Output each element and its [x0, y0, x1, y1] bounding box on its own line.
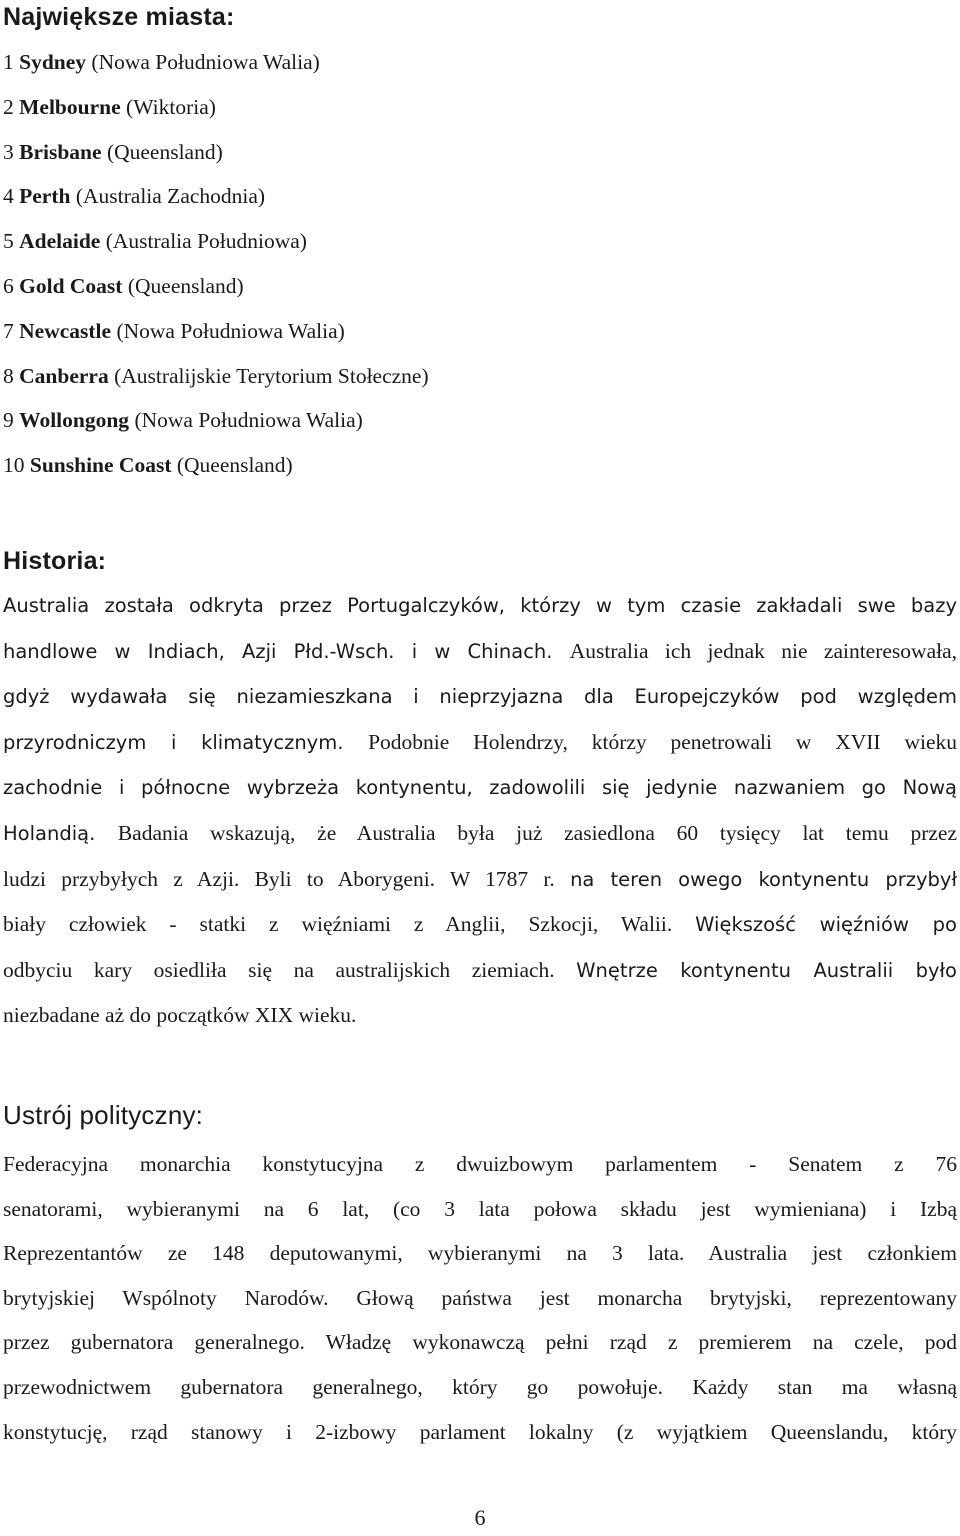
city-list-item: [3, 174, 429, 219]
city-list-item: [3, 398, 429, 443]
city-name: Adelaide: [19, 229, 101, 254]
history-text-segment: Holandią.: [3, 821, 118, 845]
city-rank: 10: [3, 453, 25, 478]
city-region: (Australia Południowa): [105, 229, 307, 254]
city-name: Gold Coast: [19, 273, 123, 298]
city-rank: 8: [3, 363, 14, 388]
history-line: [3, 720, 957, 766]
city-region: (Queensland): [127, 273, 244, 298]
history-text-segment: Większość więźniów po: [695, 913, 957, 937]
city-name: Wollongong: [19, 408, 130, 433]
heading-largest-cities: Największe miasta:: [3, 3, 235, 31]
history-text-segment: Australia ich jednak nie zainteresowała,: [569, 638, 957, 663]
city-name: Canberra: [19, 363, 109, 388]
history-text-segment: Australia została odkryta przez Portugalczyków, którzy w tym czasie zakładali swe bazy: [3, 594, 957, 617]
history-line: [3, 811, 957, 857]
history-text-segment: odbyciu kary osiedliła się na australijskich ziemiach.: [3, 957, 577, 982]
city-name: Sunshine Coast: [29, 453, 172, 478]
city-list-item: [3, 264, 429, 309]
city-list: [3, 40, 429, 488]
city-name: Sydney: [19, 50, 87, 74]
city-list-item: [3, 309, 429, 354]
city-rank: 5: [3, 229, 14, 254]
city-rank: 6: [3, 273, 14, 298]
city-list-item: [3, 85, 429, 130]
city-name: Melbourne: [19, 94, 121, 119]
city-region: (Australijskie Terytorium Stołeczne): [114, 363, 429, 388]
history-text-segment: zachodnie i północne wybrzeża kontynentu, zadowolili się jedynie nazwaniem go Nową: [3, 776, 957, 800]
city-rank: 9: [3, 408, 14, 433]
city-region: (Queensland): [176, 453, 293, 478]
city-region: (Nowa Południowa Walia): [134, 408, 363, 433]
city-region: (Nowa Południowa Walia): [116, 318, 345, 343]
history-line: [3, 674, 957, 720]
city-list-item: [3, 443, 429, 488]
history-text-segment: ludzi przybyłych z Azji. Byli to Aborygeni. W 1787 r.: [3, 866, 571, 891]
history-line: [3, 857, 957, 903]
city-name: Brisbane: [19, 139, 102, 164]
history-line: [3, 902, 957, 948]
city-rank: 4: [3, 184, 14, 209]
politics-line: brytyjskiej Wspólnoty Narodów. Głową państwa jest monarcha brytyjski, reprezentowany: [3, 1285, 957, 1310]
city-name: Perth: [19, 184, 71, 209]
politics-line: konstytucję, rząd stanowy i 2-izbowy parlament lokalny (z wyjątkiem Queenslandu, który: [3, 1419, 957, 1444]
history-text-segment: przyrodniczym i klimatycznym.: [3, 730, 369, 754]
city-region: (Nowa Południowa Walia): [91, 50, 320, 74]
page-number: 6: [474, 1505, 486, 1530]
city-list-item: [3, 130, 429, 175]
politics-line: Federacyjna monarchia konstytucyjna z dwuizbowym parlamentem - Senatem z 76: [3, 1152, 957, 1176]
history-text-segment: Wnętrze kontynentu Australii było: [576, 958, 957, 982]
city-region: (Wiktoria): [126, 94, 216, 119]
city-rank: 1: [3, 50, 14, 74]
city-list-item: [3, 354, 429, 399]
city-rank: 3: [3, 139, 14, 164]
history-line: [3, 765, 957, 811]
city-list-item: [3, 40, 429, 85]
politics-line: Reprezentantów ze 148 deputowanymi, wybieranymi na 3 lata. Australia jest członkiem: [3, 1241, 957, 1266]
history-text-segment: niezbadane aż do początków XIX wieku.: [3, 1003, 357, 1028]
politics-line: przewodnictwem gubernatora generalnego, który go powołuje. Każdy stan ma własną: [3, 1374, 957, 1399]
history-text-segment: biały człowiek - statki z więźniami z Anglii, Szkocji, Walii.: [3, 912, 696, 937]
history-text-segment: na teren owego kontynentu przybył: [570, 867, 957, 891]
history-text-segment: gdyż wydawała się niezamieszkana i nieprzyjazna dla Europejczyków pod względem: [3, 685, 957, 709]
history-line: [3, 629, 957, 675]
city-region: (Queensland): [106, 139, 223, 164]
history-line: [3, 948, 957, 994]
history-line: [3, 583, 957, 629]
politics-line: senatorami, wybieranymi na 6 lat, (co 3 lata połowa składu jest wymieniana) i Izbą: [3, 1196, 957, 1221]
politics-line: przez gubernatora generalnego. Władzę wykonawczą pełni rząd z premierem na czele, pod: [3, 1330, 957, 1355]
city-region: (Australia Zachodnia): [75, 184, 266, 209]
history-text-segment: Badania wskazują, że Australia była już zasiedlona 60 tysięcy lat temu przez: [117, 820, 958, 845]
city-list-item: [3, 219, 429, 264]
history-text-segment: Podobnie Holendrzy, którzy penetrowali w XVII wieku: [368, 729, 957, 754]
city-name: Newcastle: [19, 318, 112, 343]
heading-political-system: Ustrój polityczny:: [3, 1100, 204, 1130]
heading-history: Historia:: [3, 547, 107, 575]
history-paragraph: [3, 583, 957, 1038]
city-rank: 7: [3, 318, 14, 343]
city-rank: 2: [3, 94, 14, 119]
history-line: [3, 993, 957, 1038]
history-text-segment: handlowe w Indiach, Azji Płd.-Wsch. i w Chinach.: [3, 639, 570, 663]
politics-paragraph: [3, 1142, 957, 1454]
